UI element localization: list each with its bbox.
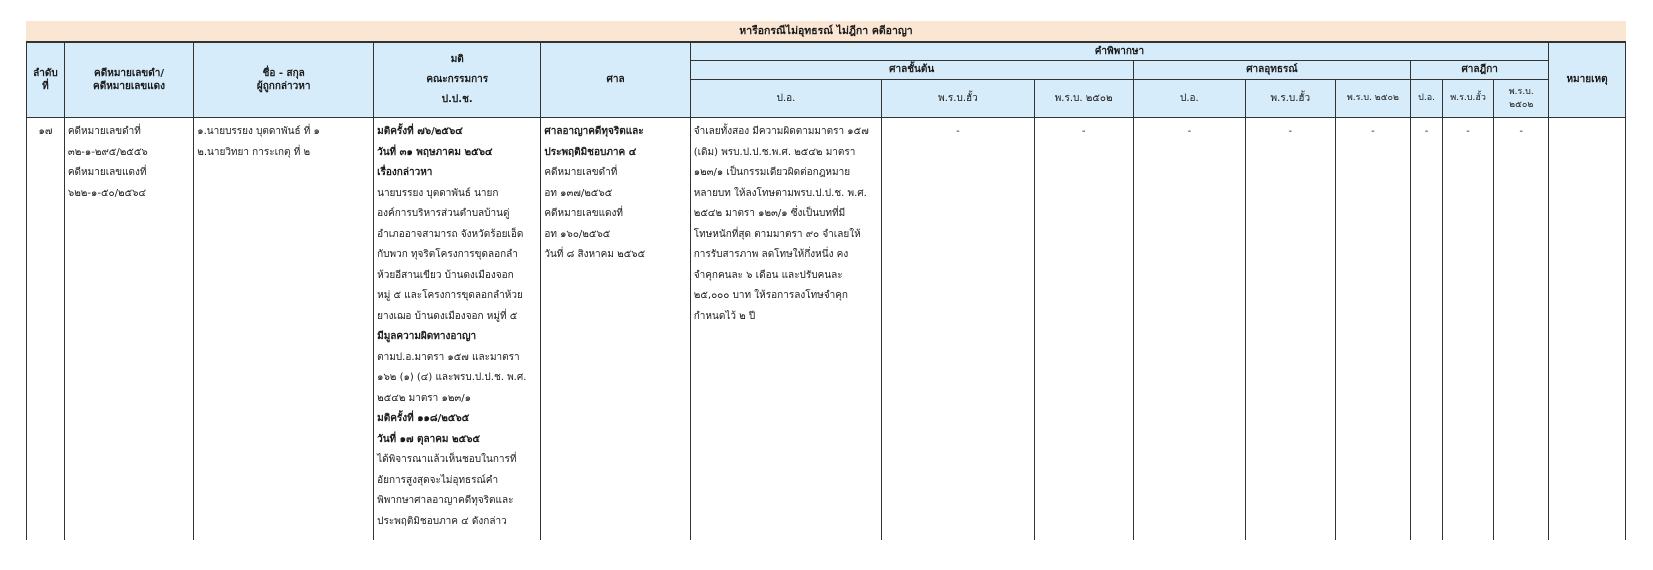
- row-supreme-prb-hua: -: [1442, 118, 1494, 541]
- header-resolution: มติ คณะกรรมการ ป.ป.ช.: [374, 43, 541, 118]
- header-appeal-prb-hua: พ.ร.บ.ฮั้ว: [1246, 80, 1335, 118]
- header-supreme-court: ศาลฎีกา: [1411, 61, 1549, 80]
- table-row: [27, 118, 1626, 541]
- header-appeal-prb-2502: พ.ร.บ. ๒๕๐๒: [1335, 80, 1411, 118]
- row-first-prb-2502: -: [1034, 118, 1133, 541]
- row-supreme-po: -: [1411, 118, 1443, 541]
- header-first-prb-hua: พ.ร.บ.ฮั้ว: [882, 80, 1035, 118]
- row-supreme-prb-2502: -: [1494, 118, 1549, 541]
- header-supreme-prb-hua: พ.ร.บ.ฮั้ว: [1442, 80, 1494, 118]
- sheet-banner: หารือกรณีไม่อุทธรณ์ ไม่ฎีกา คดีอาญา: [26, 21, 1626, 42]
- header-case-number: คดีหมายเลขดำ/ คดีหมายเลขแดง: [64, 43, 193, 118]
- header-first-court: ศาลชั้นต้น: [690, 61, 1133, 80]
- header-court: ศาล: [541, 43, 690, 118]
- case-table: [26, 42, 1626, 540]
- header-judgment: คำพิพากษา: [690, 43, 1548, 61]
- row-first-court-po: จำเลยทั้งสอง มีความผิดตามมาตรา ๑๕๗ (เดิม) พรบ.ป.ป.ช.พ.ศ. ๒๕๔๒ มาตรา ๑๒๓/๑ เป็นกรรมเดียวผิดต่อกฎหมาย หลายบท ให้ลงโทษตามพรบ.ป.ป.ช. พ.ศ. ๒๕๔๒ มาตรา ๑๒๓/๑ ซึ่งเป็นบทที่มี โทษหนักที่สุด ตามมาตรา ๙๐ จำเลยให้ การรับสารภาพ ลดโทษให้กึ่งหนึ่ง คง จำคุกคนละ ๖ เดือน และปรับคนละ ๒๕,๐๐๐ บาท ให้รอการลงโทษจำคุก กำหนดไว้ ๒ ปี: [690, 118, 881, 541]
- row-case-number: คดีหมายเลขดำที่ ๓๒-๑-๒๙๕/๒๕๕๖ คดีหมายเลขแดงที่ ๖๒๒-๑-๕๐/๒๕๖๔: [64, 118, 193, 541]
- header-remark: หมายเหตุ: [1549, 43, 1626, 118]
- header-no: ลำดับ ที่: [27, 43, 65, 118]
- header-accused-name: ชื่อ - สกุล ผู้ถูกกล่าวหา: [194, 43, 374, 118]
- row-accused-names: ๑.นายบรรยง บุตดาพันธ์ ที่ ๑ ๒.นายวิทยา การะเกตุ ที่ ๒: [194, 118, 374, 541]
- row-court: ศาลอาญาคดีทุจริตและ ประพฤติมิชอบภาค ๔ คดีหมายเลขดำที่ อท ๑๓๗/๒๕๖๕ คดีหมายเลขแดงที่ อท ๑๖๐/๒๕๖๕ วันที่ ๘ สิงหาคม ๒๕๖๕: [541, 118, 690, 541]
- header-appeal-court: ศาลอุทธรณ์: [1133, 61, 1411, 80]
- header-supreme-prb-2502: พ.ร.บ. ๒๕๐๒: [1494, 80, 1549, 118]
- row-appeal-prb-hua: -: [1246, 118, 1335, 541]
- case-sheet: [26, 21, 1626, 540]
- row-remark: [1549, 118, 1626, 541]
- row-no: ๑๗: [27, 118, 65, 541]
- row-appeal-po: -: [1133, 118, 1246, 541]
- header-first-po: ป.อ.: [690, 80, 881, 118]
- header-supreme-po: ป.อ.: [1411, 80, 1443, 118]
- row-resolution: มติครั้งที่ ๗๖/๒๕๖๔ วันที่ ๓๑ พฤษภาคม ๒๕๖๔ เรื่องกล่าวหา นายบรรยง บุตดาพันธ์ นายก องค์การบริหารส่วนตำบลบ้านดู่ อำเภออาจสามารถ จังหวัดร้อยเอ็ด กับพวก ทุจริตโครงการขุดลอกลำ ห้วยอีสานเขียว บ้านดงเมืองจอก หมู่ ๕ และโครงการขุดลอกลำห้วย ยางเฌอ บ้านดงเมืองจอก หมู่ที่ ๕ มีมูลความผิดทางอาญา ตามป.อ.มาตรา ๑๕๗ และมาตรา ๑๖๒ (๑) (๔) และพรบ.ป.ป.ช. พ.ศ. ๒๕๔๒ มาตรา ๑๒๓/๑ มติครั้งที่ ๑๑๘/๒๕๖๕ วันที่ ๑๗ ตุลาคม ๒๕๖๕ ได้พิจารณาแล้วเห็นชอบในการที่ อัยการสูงสุดจะไม่อุทธรณ์คำ พิพากษาศาลอาญาคดีทุจริตและ ประพฤติมิชอบภาค ๔ ดังกล่าว: [374, 118, 541, 541]
- row-first-prb-hua: -: [882, 118, 1035, 541]
- row-appeal-prb-2502: -: [1335, 118, 1411, 541]
- header-appeal-po: ป.อ.: [1133, 80, 1246, 118]
- header-first-prb-2502: พ.ร.บ. ๒๕๐๒: [1034, 80, 1133, 118]
